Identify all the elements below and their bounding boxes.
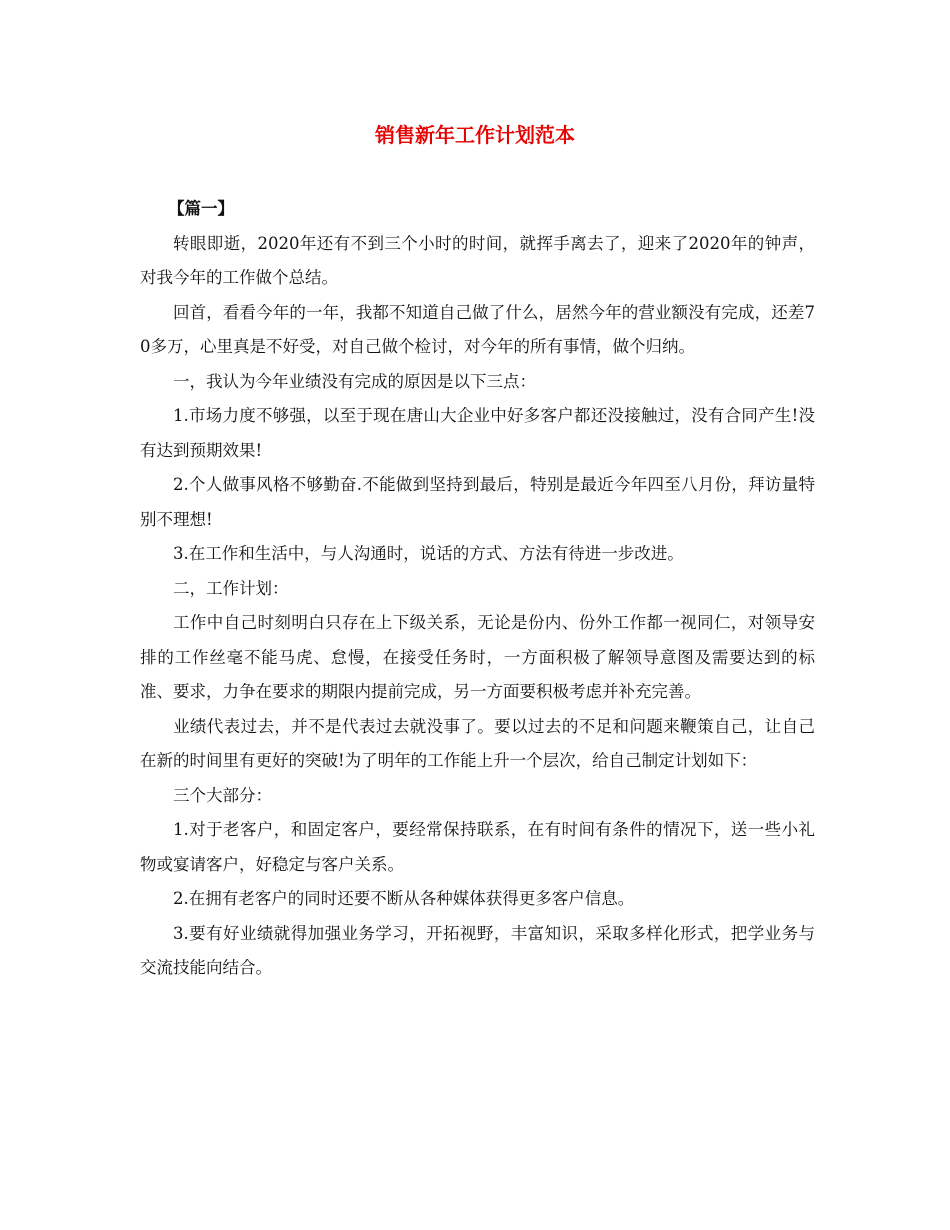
paragraph: 2.个人做事风格不够勤奋.不能做到坚持到最后，特别是最近今年四至八月份，拜访量特别不理想! <box>140 475 815 529</box>
paragraph: 2.在拥有老客户的同时还要不断从各种媒体获得更多客户信息。 <box>173 889 635 908</box>
paragraph: 回首，看看今年的一年，我都不知道自己做了什么，居然今年的营业额没有完成，还差70多万，心里真是不好受，对自己做个检讨，对今年的所有事情，做个归纳。 <box>140 302 815 356</box>
paragraph: 工作中自己时刻明白只存在上下级关系，无论是份内、份外工作都一视同仁，对领导安排的工作丝毫不能马虎、怠慢，在接受任务时，一方面积极了解领导意图及需要达到的标准、要求，力争在要求的期限内提前完成，另一方面要积极考虑并补充完善。 <box>140 613 815 701</box>
document-body <box>140 192 815 986</box>
document-title: 销售新年工作计划范本 <box>375 123 575 147</box>
section-label: 【篇一】 <box>168 199 234 218</box>
paragraph: 3.在工作和生活中，与人沟通时，说话的方式、方法有待进一步改进。 <box>173 544 684 563</box>
paragraph: 一，我认为今年业绩没有完成的原因是以下三点： <box>173 371 536 391</box>
paragraph: 1.市场力度不够强，以至于现在唐山大企业中好多客户都还没接触过，没有合同产生!没有达到预期效果! <box>140 406 815 460</box>
paragraph: 三个大部分： <box>173 785 272 805</box>
paragraph: 3.要有好业绩就得加强业务学习，开拓视野，丰富知识，采取多样化形式，把学业务与交流技能向结合。 <box>140 923 815 977</box>
paragraph: 转眼即逝，2020年还有不到三个小时的时间，就挥手离去了，迎来了2020年的钟声，对我今年的工作做个总结。 <box>140 233 815 287</box>
paragraph: 业绩代表过去，并不是代表过去就没事了。要以过去的不足和问题来鞭策自己，让自己在新的时间里有更好的突破!为了明年的工作能上升一个层次，给自己制定计划如下： <box>140 716 815 770</box>
paragraph: 二，工作计划： <box>173 578 289 598</box>
paragraph: 1.对于老客户，和固定客户，要经常保持联系，在有时间有条件的情况下，送一些小礼物或宴请客户，好稳定与客户关系。 <box>140 820 815 874</box>
